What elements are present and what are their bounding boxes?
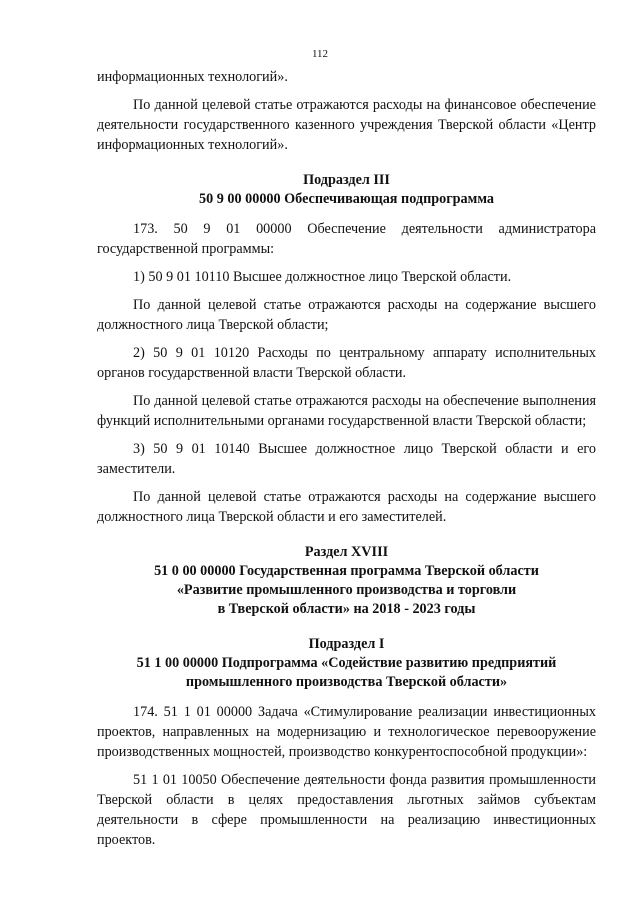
paragraph: По данной целевой статье отражаются расходы на содержание высшего должностного лица Тверской области и его заместителей. bbox=[97, 489, 596, 525]
paragraph: 3) 50 9 01 10140 Высшее должностное лицо Тверской области и его заместители. bbox=[97, 441, 596, 477]
section-title-line: 51 0 00 00000 Государственная программа Тверской области bbox=[154, 563, 539, 579]
subsection-heading bbox=[97, 635, 596, 692]
paragraph: 1) 50 9 01 10110 Высшее должностное лицо Тверской области. bbox=[133, 269, 512, 285]
section-label: Раздел XVIII bbox=[304, 544, 389, 560]
subsection-heading bbox=[97, 171, 596, 209]
section-title-line: «Развитие промышленного производства и торговли bbox=[176, 582, 517, 598]
paragraph: По данной целевой статье отражаются расходы на финансовое обеспечение деятельности государственного казенного учреждения Тверской области «Центр информационных технологий». bbox=[97, 97, 596, 153]
subsection-label: Подраздел III bbox=[303, 172, 390, 188]
paragraph: 173. 50 9 01 00000 Обеспечение деятельности администратора государственной программы: bbox=[97, 221, 596, 257]
paragraph: По данной целевой статье отражаются расходы на обеспечение выполнения функций исполнительными органами государственной власти Тверской области; bbox=[97, 393, 596, 429]
section-title-line: в Тверской области» на 2018 - 2023 годы bbox=[217, 601, 476, 617]
subsection-title-line: 51 1 00 00000 Подпрограмма «Содействие развитию предприятий bbox=[136, 655, 557, 671]
paragraph: По данной целевой статье отражаются расходы на содержание высшего должностного лица Тверской области; bbox=[97, 297, 596, 333]
paragraph: информационных технологий». bbox=[97, 69, 288, 85]
paragraph: 2) 50 9 01 10120 Расходы по центральному аппарату исполнительных органов государственной власти Тверской области. bbox=[97, 345, 596, 381]
paragraph: 174. 51 1 01 00000 Задача «Стимулирование реализации инвестиционных проектов, направленных на модернизацию и технологическое перевооружение производственных мощностей, производство конкурентоспособной продукции»: bbox=[97, 704, 596, 760]
page-number: 112 bbox=[311, 48, 329, 60]
subsection-title-line: промышленного производства Тверской области» bbox=[185, 674, 508, 690]
paragraph: 51 1 01 10050 Обеспечение деятельности фонда развития промышленности Тверской области в целях предоставления льготных займов субъектам деятельности в сфере промышленности на реализацию инвестиционных проектов. bbox=[97, 772, 596, 848]
subsection-title: 50 9 00 00000 Обеспечивающая подпрограмма bbox=[199, 191, 494, 207]
section-heading bbox=[97, 543, 596, 619]
document-body bbox=[97, 67, 596, 850]
subsection-label: Подраздел I bbox=[308, 636, 385, 652]
